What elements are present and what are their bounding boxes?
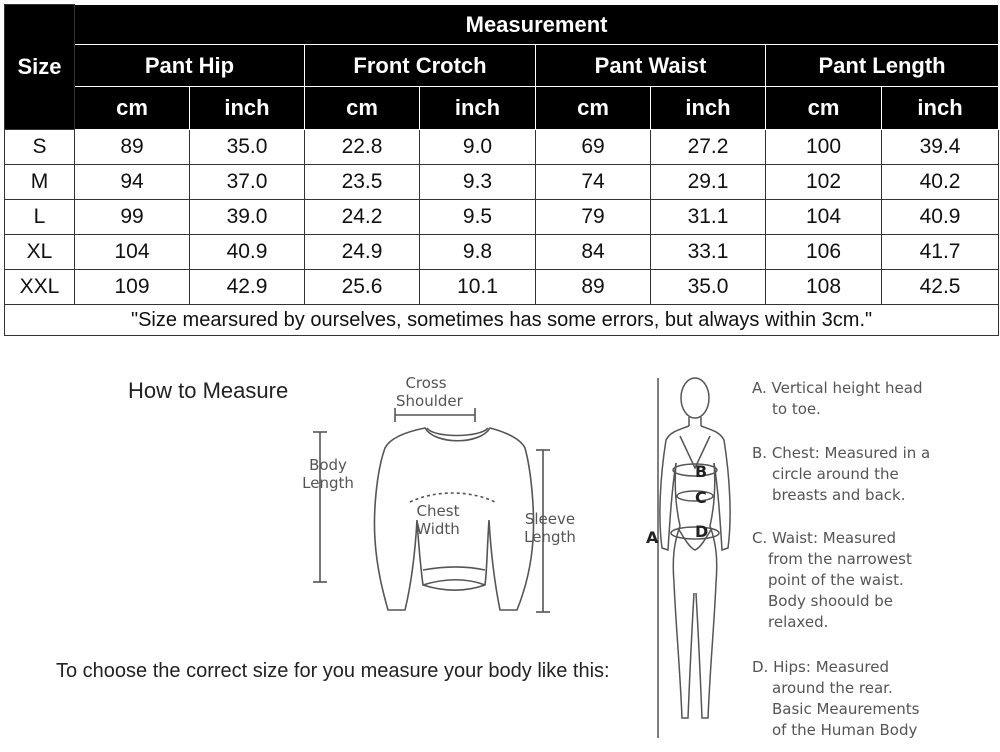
description-a <box>752 378 992 420</box>
unit-header: cm <box>766 87 882 130</box>
unit-header: cm <box>536 87 651 130</box>
size-chart-table <box>4 4 999 336</box>
label-line: Body <box>309 456 347 474</box>
group-header-pant-length: Pant Length <box>766 45 999 87</box>
marker-b: B <box>695 462 708 481</box>
unit-header: cm <box>305 87 420 130</box>
desc-line: around the rear. <box>772 679 893 697</box>
label-line: Cross <box>405 374 447 392</box>
unit-header: cm <box>75 87 190 130</box>
value-cell: 99 <box>75 200 190 235</box>
desc-line: breasts and back. <box>772 486 906 504</box>
desc-line: circle around the <box>772 465 899 483</box>
label-line: Shoulder <box>396 392 463 410</box>
value-cell: 39.0 <box>190 200 305 235</box>
value-cell: 24.9 <box>305 235 420 270</box>
value-cell: 84 <box>536 235 651 270</box>
value-cell: 29.1 <box>651 165 766 200</box>
desc-line: D. Hips: Measured <box>752 658 889 676</box>
value-cell: 33.1 <box>651 235 766 270</box>
value-cell: 108 <box>766 270 882 305</box>
table-row <box>5 130 999 165</box>
value-cell: 106 <box>766 235 882 270</box>
value-cell: 74 <box>536 165 651 200</box>
group-header-front-crotch: Front Crotch <box>305 45 536 87</box>
value-cell: 22.8 <box>305 130 420 165</box>
how-to-measure-title: How to Measure <box>128 378 289 403</box>
instruction-text: To choose the correct size for you measure your body like this: <box>56 660 610 682</box>
value-cell: 89 <box>536 270 651 305</box>
size-cell: S <box>5 130 75 165</box>
label-line: Sleeve <box>524 510 576 528</box>
body-figure-diagram <box>640 368 750 752</box>
description-d <box>752 657 992 741</box>
description-b <box>752 443 992 506</box>
unit-header: inch <box>190 87 305 130</box>
label-line: Length <box>524 528 576 546</box>
value-cell: 42.5 <box>882 270 999 305</box>
value-cell: 109 <box>75 270 190 305</box>
value-cell: 89 <box>75 130 190 165</box>
value-cell: 104 <box>766 200 882 235</box>
value-cell: 79 <box>536 200 651 235</box>
size-column-header: Size <box>5 5 75 130</box>
value-cell: 69 <box>536 130 651 165</box>
table-body <box>5 130 999 305</box>
table-row <box>5 165 999 200</box>
marker-a: A <box>646 528 659 547</box>
value-cell: 100 <box>766 130 882 165</box>
unit-header: inch <box>882 87 999 130</box>
value-cell: 9.3 <box>420 165 536 200</box>
marker-d: D <box>695 522 709 541</box>
desc-line: from the narrowest <box>768 550 912 568</box>
body-length-label <box>298 456 358 492</box>
unit-header: inch <box>420 87 536 130</box>
table-row <box>5 270 999 305</box>
desc-line: to toe. <box>772 400 821 418</box>
measurement-header: Measurement <box>75 5 999 45</box>
value-cell: 10.1 <box>420 270 536 305</box>
desc-line: A. Vertical height head <box>752 379 923 397</box>
value-cell: 40.9 <box>882 200 999 235</box>
size-cell: M <box>5 165 75 200</box>
label-line: Length <box>302 474 354 492</box>
value-cell: 27.2 <box>651 130 766 165</box>
sleeve-length-label <box>518 510 582 546</box>
value-cell: 23.5 <box>305 165 420 200</box>
size-cell: L <box>5 200 75 235</box>
table-row <box>5 200 999 235</box>
chest-width-label <box>408 502 468 538</box>
desc-line: relaxed. <box>768 613 829 631</box>
value-cell: 9.5 <box>420 200 536 235</box>
value-cell: 35.0 <box>190 130 305 165</box>
value-cell: 25.6 <box>305 270 420 305</box>
table-note: "Size mearsured by ourselves, sometimes has some errors, but always within 3cm." <box>5 305 999 336</box>
size-cell: XL <box>5 235 75 270</box>
desc-line: Basic Meaurements <box>772 700 920 718</box>
description-c <box>752 528 992 633</box>
value-cell: 37.0 <box>190 165 305 200</box>
value-cell: 31.1 <box>651 200 766 235</box>
label-line: Chest <box>416 502 460 520</box>
desc-line: C. Waist: Measured <box>752 529 897 547</box>
value-cell: 40.9 <box>190 235 305 270</box>
value-cell: 35.0 <box>651 270 766 305</box>
value-cell: 39.4 <box>882 130 999 165</box>
desc-line: point of the waist. <box>768 571 904 589</box>
desc-line: Body shoould be <box>768 592 894 610</box>
value-cell: 104 <box>75 235 190 270</box>
cross-shoulder-label <box>396 374 463 410</box>
value-cell: 94 <box>75 165 190 200</box>
size-cell: XXL <box>5 270 75 305</box>
value-cell: 24.2 <box>305 200 420 235</box>
marker-c: C <box>695 488 707 507</box>
value-cell: 40.2 <box>882 165 999 200</box>
unit-header: inch <box>651 87 766 130</box>
desc-line: B. Chest: Measured in a <box>752 444 931 462</box>
value-cell: 102 <box>766 165 882 200</box>
table-row <box>5 235 999 270</box>
desc-line: of the Human Body <box>772 721 918 739</box>
value-cell: 41.7 <box>882 235 999 270</box>
value-cell: 42.9 <box>190 270 305 305</box>
label-line: Width <box>416 520 460 538</box>
group-header-pant-waist: Pant Waist <box>536 45 766 87</box>
group-header-pant-hip: Pant Hip <box>75 45 305 87</box>
value-cell: 9.8 <box>420 235 536 270</box>
value-cell: 9.0 <box>420 130 536 165</box>
